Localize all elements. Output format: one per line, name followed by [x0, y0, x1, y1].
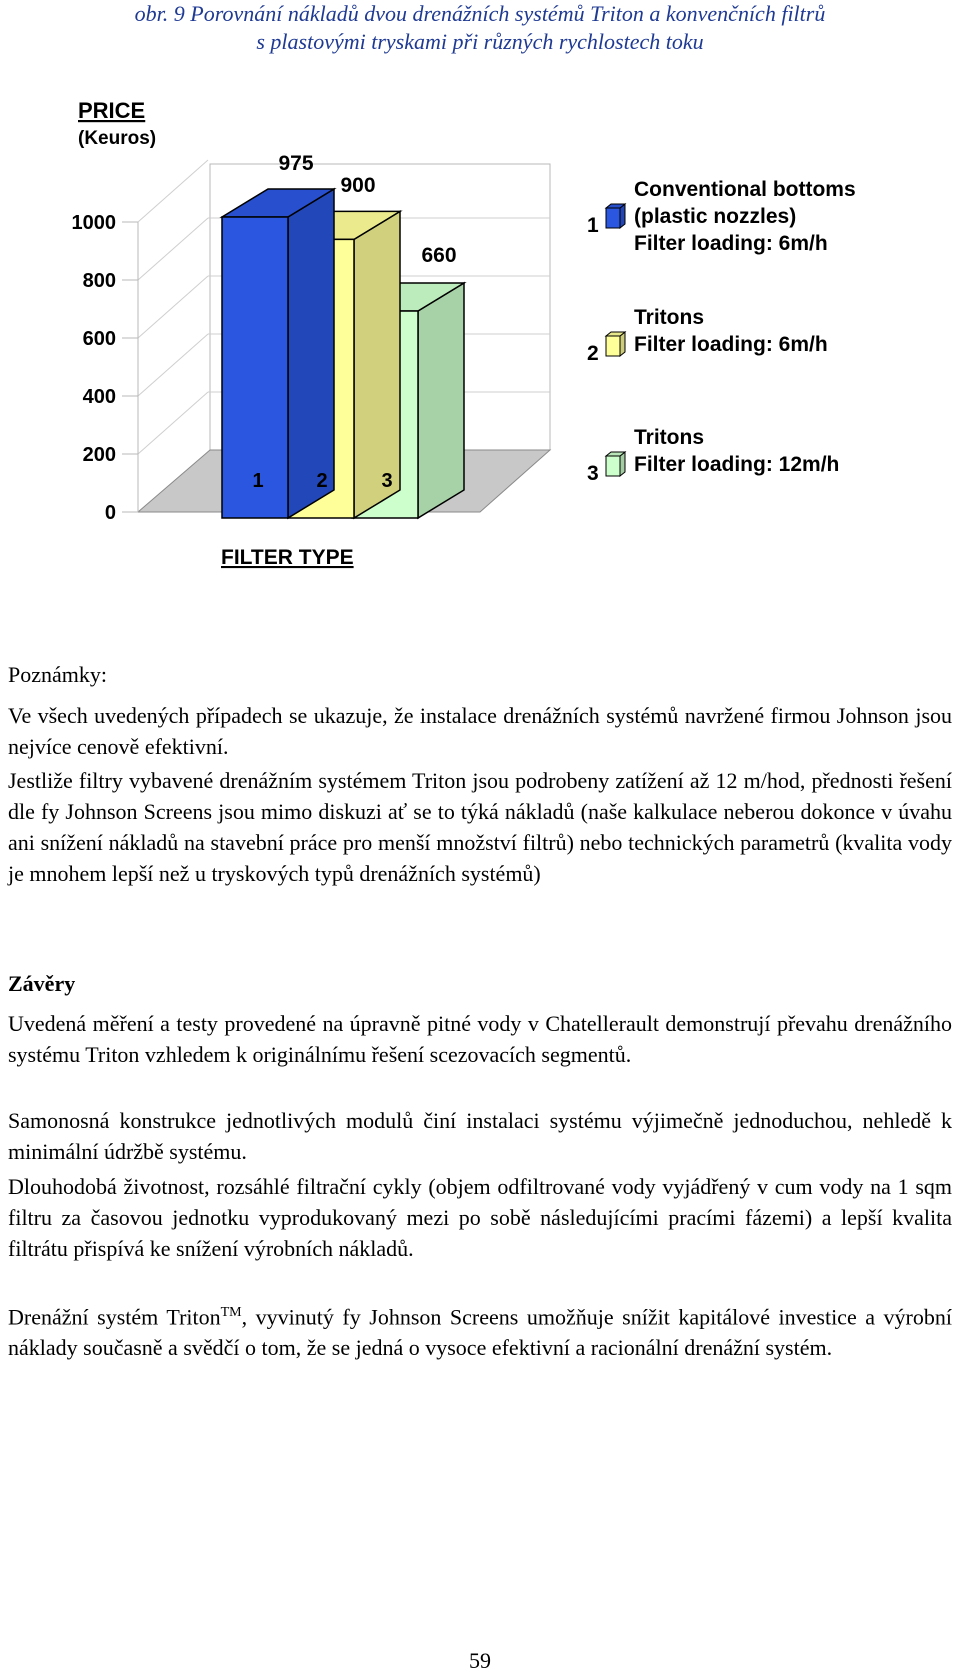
legend-swatch: [606, 456, 620, 476]
gridline-side: [138, 276, 208, 338]
legend-entry: (plastic nozzles): [634, 205, 797, 228]
y-tick-label: 1000: [71, 212, 116, 234]
chart-unit-label: (Keuros): [78, 128, 157, 149]
gridline-side: [138, 218, 208, 280]
legend-entry: Conventional bottoms: [634, 178, 856, 201]
conclusions-text-4: [8, 1297, 952, 1363]
gridline-side: [138, 334, 208, 396]
legend-entry: Filter loading: 12m/h: [634, 453, 840, 476]
legend-entry: Filter loading: 6m/h: [634, 333, 828, 356]
data-label: 975: [278, 152, 314, 175]
y-tick-label: 400: [82, 386, 116, 408]
legend-entry: Tritons: [634, 426, 705, 449]
conclusions-text-1: Uvedená měření a testy provedené na úpravně pitné vody v Chatellerault demonstrují převahu drenážního systému Triton vzhledem k originálnímu řešení scezovacích segmentů.: [8, 1011, 952, 1067]
y-tick-label: 200: [82, 444, 116, 466]
notes-paragraph-2: [8, 765, 952, 889]
trademark-superscript: TM: [220, 1305, 242, 1320]
conclusions-paragraph-1: [8, 1008, 952, 1070]
conclusions-text-4b: , vyvinutý fy Johnson Screens umožňuje snížit kapitálové investice a výrobní náklady současně a svědčí o tom, že se jedná o vysoce efektivní a racionální drenážní systém.: [8, 1304, 952, 1361]
conclusions-text-4a: Drenážní systém Triton: [8, 1304, 221, 1330]
legend-entry: Tritons: [634, 306, 705, 329]
gridline-side-top: [138, 160, 208, 222]
bar-side-3: [418, 283, 464, 518]
legend-number: 2: [587, 342, 599, 365]
legend-swatch: [606, 208, 620, 228]
notes-heading: Poznámky:: [8, 662, 107, 687]
caption-line-1: obr. 9 Porovnání nákladů dvou drenážních systémů Triton a konvenčních filtrů: [134, 1, 826, 26]
bar-side-1: [288, 189, 334, 518]
price-bar-chart: [0, 90, 960, 600]
conclusions-heading: Závěry: [8, 971, 76, 996]
figure-caption: [0, 0, 960, 56]
chart-title: PRICE: [78, 98, 146, 123]
legend-swatch: [606, 336, 620, 356]
notes-text-1: Ve všech uvedených případech se ukazuje, že instalace drenážních systémů navržené firmou Johnson jsou nejvíce cenově efektivní.: [8, 703, 952, 759]
x-tick-label: 2: [316, 470, 328, 492]
conclusions-paragraph-4: [8, 1297, 952, 1363]
conclusions-text-2: Samonosná konstrukce jednotlivých modulů činí instalaci systému výjimečně jednoduchou, nehledě k minimální údržbě systému.: [8, 1108, 952, 1164]
conclusions-paragraph-2: [8, 1105, 952, 1167]
data-label: 660: [421, 244, 457, 267]
legend-number: 1: [587, 214, 599, 237]
caption-line-2: s plastovými tryskami při různých rychlostech toku: [256, 29, 704, 54]
x-tick-label: 3: [381, 470, 393, 492]
y-tick-label: 600: [82, 328, 116, 350]
conclusions-paragraph-3: [8, 1171, 952, 1264]
notes-paragraph-1: [8, 700, 952, 762]
conclusions-text-3: Dlouhodobá životnost, rozsáhlé filtrační cykly (objem odfiltrované vody vyjádřený v cum vody na 1 sqm filtru za časovou jednotku vyprodukovaný mezi po sobě následujícími pracími fázemi) a lepší kvalita filtrátu přispívá ke snížení výrobních nákladů.: [8, 1174, 952, 1261]
legend-number: 3: [587, 462, 599, 485]
y-tick-label: 0: [104, 502, 116, 524]
notes-text-2: Jestliže filtry vybavené drenážním systémem Triton jsou podrobeny zatížení až 12 m/hod, přednosti řešení dle fy Johnson Screens jsou mimo diskuzi ať se to týká nákladů (naše kalkulace neberou dokonce v úvahu ani snížení nákladů na stavební práce pro menší množství filtrů) nebo technických parametrů (kvalita vody je mnohem lepší než u tryskových typů drenážních systémů): [8, 768, 952, 886]
gridline-side: [138, 392, 208, 454]
x-tick-label: 1: [252, 470, 264, 492]
page-number: 59: [469, 1648, 491, 1673]
data-label: 900: [340, 174, 376, 197]
legend-entry: Filter loading: 6m/h: [634, 232, 828, 255]
y-tick-label: 800: [82, 270, 116, 292]
x-axis-label: FILTER TYPE: [221, 546, 354, 569]
bar-side-2: [354, 211, 400, 518]
